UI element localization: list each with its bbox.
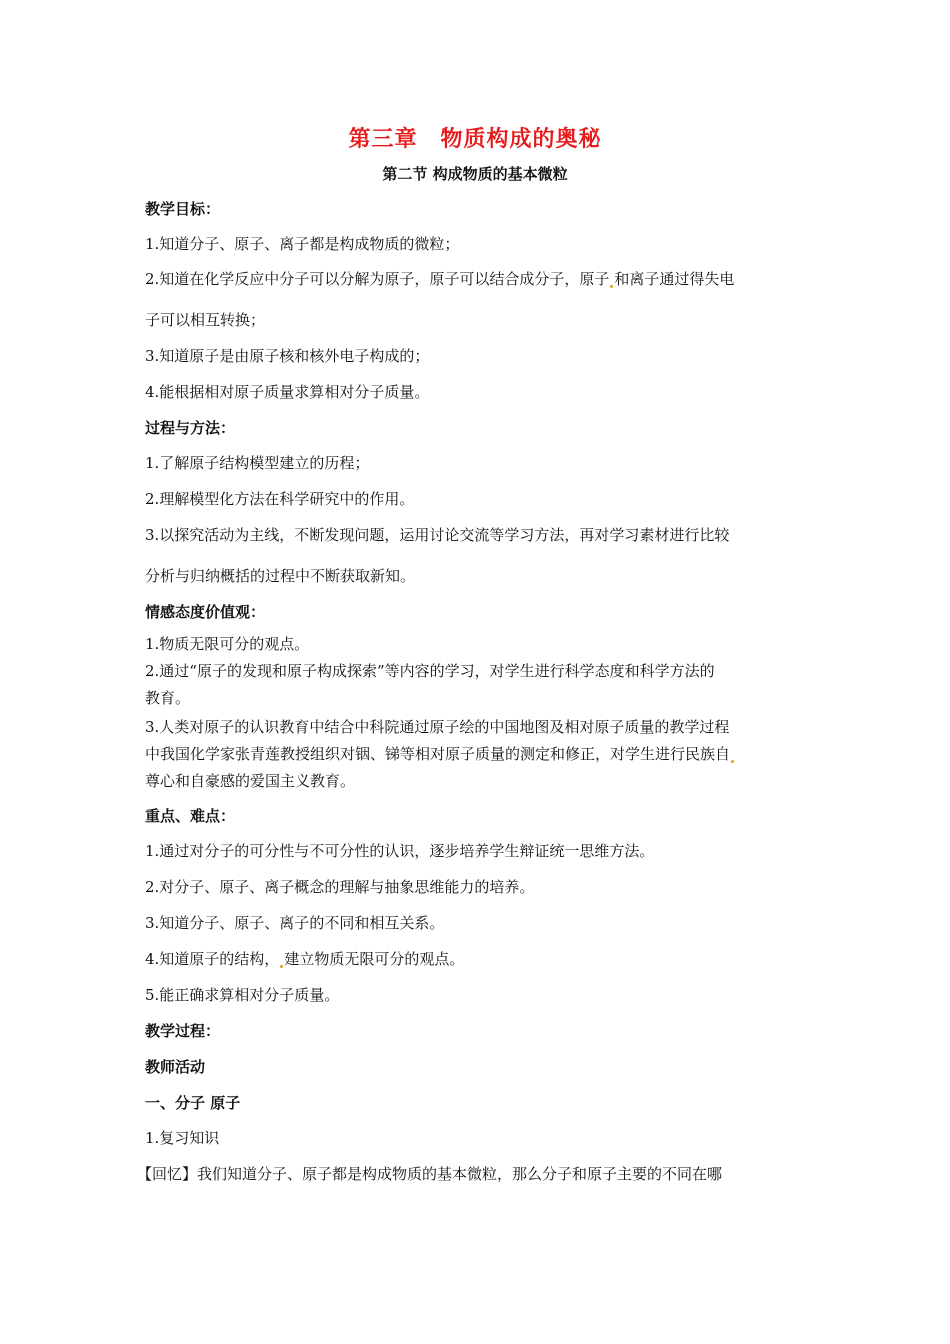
objective-item-3: 3.知道原子是由原子核和核外电子构成的； xyxy=(145,347,430,365)
keypoint-item-4-part-a: 4.知道原子的结构， xyxy=(145,950,280,968)
keypoint-item-4 xyxy=(145,948,810,970)
process-heading: 过程与方法： xyxy=(145,419,236,437)
values-heading: 情感态度价值观： xyxy=(145,603,266,621)
keypoints-heading: 重点、难点： xyxy=(145,807,236,825)
values-item-3-line-2-text: 中我国化学家张青莲教授组织对铟、锑等相对原子质量的测定和修正，对学生进行民族自 xyxy=(145,745,731,763)
objective-item-2-part-a: 2.知道在化学反应中分子可以分解为原子，原子可以结合成分子，原子 xyxy=(145,270,610,288)
objective-item-2-continued: 子可以相互转换； xyxy=(145,311,266,329)
keypoint-item-1: 1.通过对分子的可分性与不可分性的认识，逐步培养学生辩证统一思维方法。 xyxy=(145,842,655,860)
teaching-heading: 教学过程： xyxy=(145,1022,221,1040)
process-item-2: 2.理解模型化方法在科学研究中的作用。 xyxy=(145,490,415,508)
objective-item-1: 1.知道分子、原子、离子都是构成物质的微粒； xyxy=(145,235,460,253)
process-item-3: 3.以探究活动为主线，不断发现问题，运用讨论交流等学习方法，再对学习素材进行比较 xyxy=(145,526,730,544)
keypoint-item-2: 2.对分子、原子、离子概念的理解与抽象思维能力的培养。 xyxy=(145,878,535,896)
process-item-3-continued: 分析与归纳概括的过程中不断获取新知。 xyxy=(145,567,416,585)
teacher-activity-heading: 教师活动 xyxy=(145,1058,206,1076)
recall-paragraph xyxy=(137,1163,802,1185)
objective-item-4: 4.能根据相对原子质量求算相对分子质量。 xyxy=(145,383,430,401)
mark-dot xyxy=(610,285,613,288)
section-one-heading: 一、分子 原子 xyxy=(145,1094,241,1112)
values-item-1: 1.物质无限可分的观点。 xyxy=(145,635,310,653)
review-subheading: 1.复习知识 xyxy=(145,1129,220,1147)
values-item-3-line-3: 尊心和自豪感的爱国主义教育。 xyxy=(145,772,356,790)
keypoint-item-5: 5.能正确求算相对分子质量。 xyxy=(145,986,340,1004)
keypoint-item-4-part-b: 建立物质无限可分的观点。 xyxy=(284,950,465,968)
recall-text: 我们知道分子、原子都是构成物质的基本微粒，那么分子和原子主要的不同在哪 xyxy=(197,1165,723,1183)
process-item-1: 1.了解原子结构模型建立的历程； xyxy=(145,454,370,472)
objective-item-2 xyxy=(145,268,810,290)
objectives-heading: 教学目标： xyxy=(145,200,221,218)
keypoint-item-3: 3.知道分子、原子、离子的不同和相互关系。 xyxy=(145,914,445,932)
objective-item-2-part-b: 和离子通过得失电 xyxy=(614,270,735,288)
values-item-3-line-2 xyxy=(145,743,810,765)
section-subtitle: 第二节 构成物质的基本微粒 xyxy=(382,165,568,183)
values-item-2: 2.通过“原子的发现和原子构成探索”等内容的学习，对学生进行科学态度和科学方法的 xyxy=(145,662,715,680)
mark-dot xyxy=(280,965,283,968)
chapter-title: 第三章 物质构成的奥秘 xyxy=(348,127,602,152)
values-item-3: 3.人类对原子的认识教育中结合中科院通过原子绘的中国地图及相对原子质量的教学过程 xyxy=(145,718,730,736)
mark-dot xyxy=(731,760,734,763)
recall-tag: 【回忆】 xyxy=(137,1165,198,1183)
values-item-2-continued: 教育。 xyxy=(145,689,191,707)
